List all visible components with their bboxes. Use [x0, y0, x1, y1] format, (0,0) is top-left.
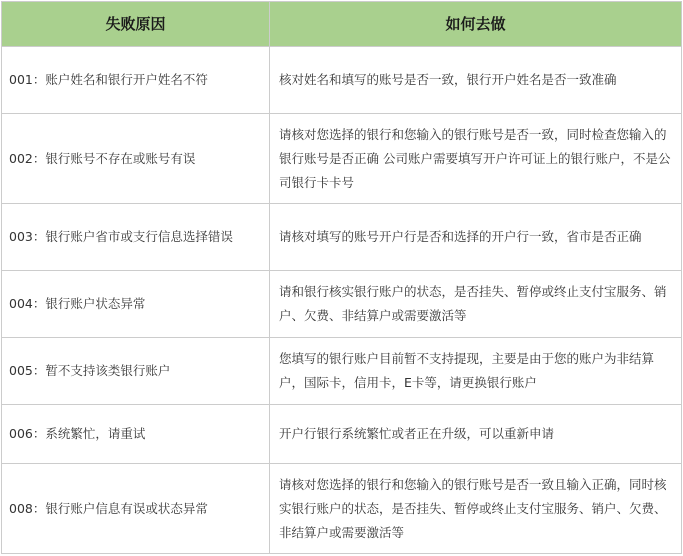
- reason-cell: 003：银行账户省市或支行信息选择错误: [2, 204, 270, 271]
- table-row: [2, 464, 682, 554]
- action-cell: 您填写的银行账户目前暂不支持提现，主要是由于您的账户为非结算户，国际卡，信用卡，E卡等，请更换银行账户: [270, 338, 682, 405]
- failure-reason-table-container: [1, 1, 681, 554]
- reason-cell: 004：银行账户状态异常: [2, 271, 270, 338]
- table-row: [2, 114, 682, 204]
- failure-reason-table: [1, 1, 682, 554]
- action-cell: 请核对您选择的银行和您输入的银行账号是否一致且输入正确，同时核实银行账户的状态，是否挂失、暂停或终止支付宝服务、销户、欠费、非结算户或需要激活等: [270, 464, 682, 554]
- table-header-row: [2, 2, 682, 47]
- table-row: [2, 338, 682, 405]
- table-row: [2, 271, 682, 338]
- action-cell: 请核对填写的账号开户行是否和选择的开户行一致，省市是否正确: [270, 204, 682, 271]
- action-cell: 开户行银行系统繁忙或者正在升级，可以重新申请: [270, 405, 682, 464]
- reason-cell: 005：暂不支持该类银行账户: [2, 338, 270, 405]
- reason-cell: 008：银行账户信息有误或状态异常: [2, 464, 270, 554]
- header-reason: 失败原因: [2, 2, 270, 47]
- table-row: [2, 204, 682, 271]
- table-row: [2, 47, 682, 114]
- reason-cell: 006：系统繁忙，请重试: [2, 405, 270, 464]
- reason-cell: 002：银行账号不存在或账号有误: [2, 114, 270, 204]
- action-cell: 请和银行核实银行账户的状态，是否挂失、暂停或终止支付宝服务、销户、欠费、非结算户或需要激活等: [270, 271, 682, 338]
- table-row: [2, 405, 682, 464]
- action-cell: 核对姓名和填写的账号是否一致，银行开户姓名是否一致准确: [270, 47, 682, 114]
- header-action: 如何去做: [270, 2, 682, 47]
- action-cell: 请核对您选择的银行和您输入的银行账号是否一致，同时检查您输入的银行账号是否正确 公司账户需要填写开户许可证上的银行账户，不是公司银行卡卡号: [270, 114, 682, 204]
- reason-cell: 001：账户姓名和银行开户姓名不符: [2, 47, 270, 114]
